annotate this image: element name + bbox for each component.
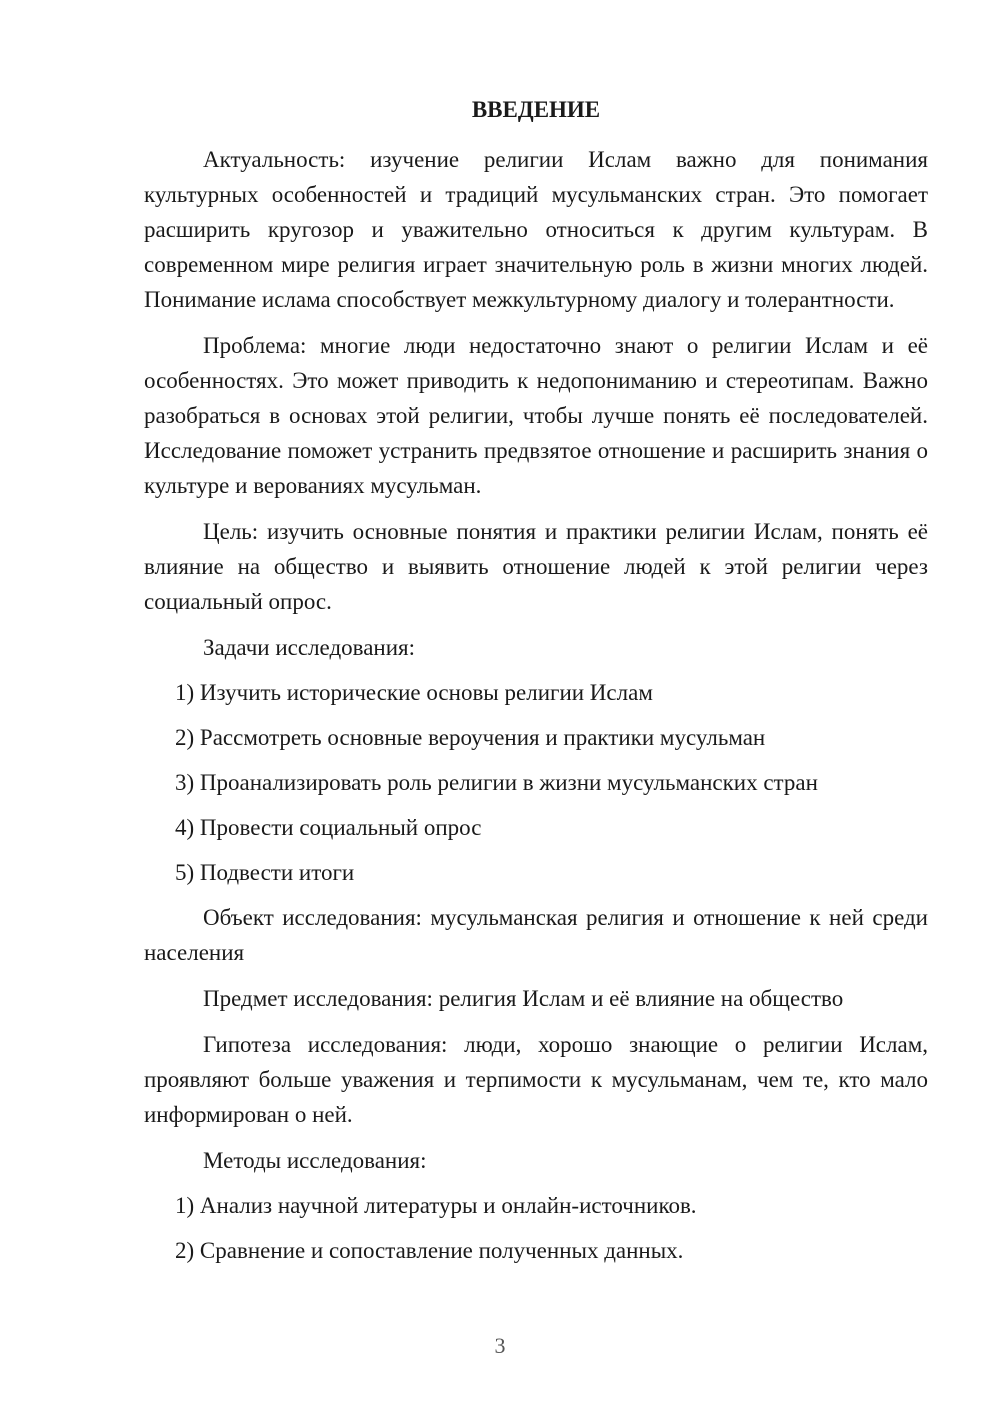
tasks-heading: Задачи исследования:	[203, 635, 416, 660]
methods-list	[144, 1188, 928, 1268]
task-item: 3) Проанализировать роль религии в жизни мусульманских стран	[175, 770, 818, 795]
task-item: 4) Провести социальный опрос	[175, 815, 482, 840]
method-item: 2) Сравнение и сопоставление полученных данных.	[175, 1238, 684, 1263]
task-item: 1) Изучить исторические основы религии Ислам	[175, 680, 653, 705]
page-content	[144, 95, 928, 1278]
problem-paragraph: Проблема: многие люди недостаточно знают о религии Ислам и её особенностях. Это может приводить к недопониманию и стереотипам. Важно разобраться в основах этой религии, чтобы лучше понять её последователей. Исследование поможет устранить предвзятое отношение и расширить знания о культуре и верованиях мусульман.	[144, 333, 928, 498]
hypothesis-paragraph: Гипотеза исследования: люди, хорошо знающие о религии Ислам, проявляют больше уважения и терпимости к мусульманам, чем те, кто мало информирован о ней.	[144, 1032, 928, 1127]
goal-paragraph: Цель: изучить основные понятия и практики религии Ислам, понять её влияние на общество и выявить отношение людей к этой религии через социальный опрос.	[144, 519, 928, 614]
task-item: 2) Рассмотреть основные вероучения и практики мусульман	[175, 725, 766, 750]
subject-paragraph: Предмет исследования: религия Ислам и её влияние на общество	[203, 986, 844, 1011]
object-paragraph: Объект исследования: мусульманская религия и отношение к ней среди населения	[144, 905, 928, 965]
tasks-list	[144, 675, 928, 890]
page-title: ВВЕДЕНИЕ	[471, 97, 601, 122]
relevance-paragraph: Актуальность: изучение религии Ислам важно для понимания культурных особенностей и традиций мусульманских стран. Это помогает расширить кругозор и уважительно относиться к другим культурам. В современном мире религия играет значительную роль в жизни многих людей. Понимание ислама способствует межкультурному диалогу и толерантности.	[144, 147, 928, 312]
method-item: 1) Анализ научной литературы и онлайн-источников.	[175, 1193, 697, 1218]
task-item: 5) Подвести итоги	[175, 860, 355, 885]
methods-heading: Методы исследования:	[203, 1148, 427, 1173]
page-number: 3	[494, 1333, 506, 1358]
